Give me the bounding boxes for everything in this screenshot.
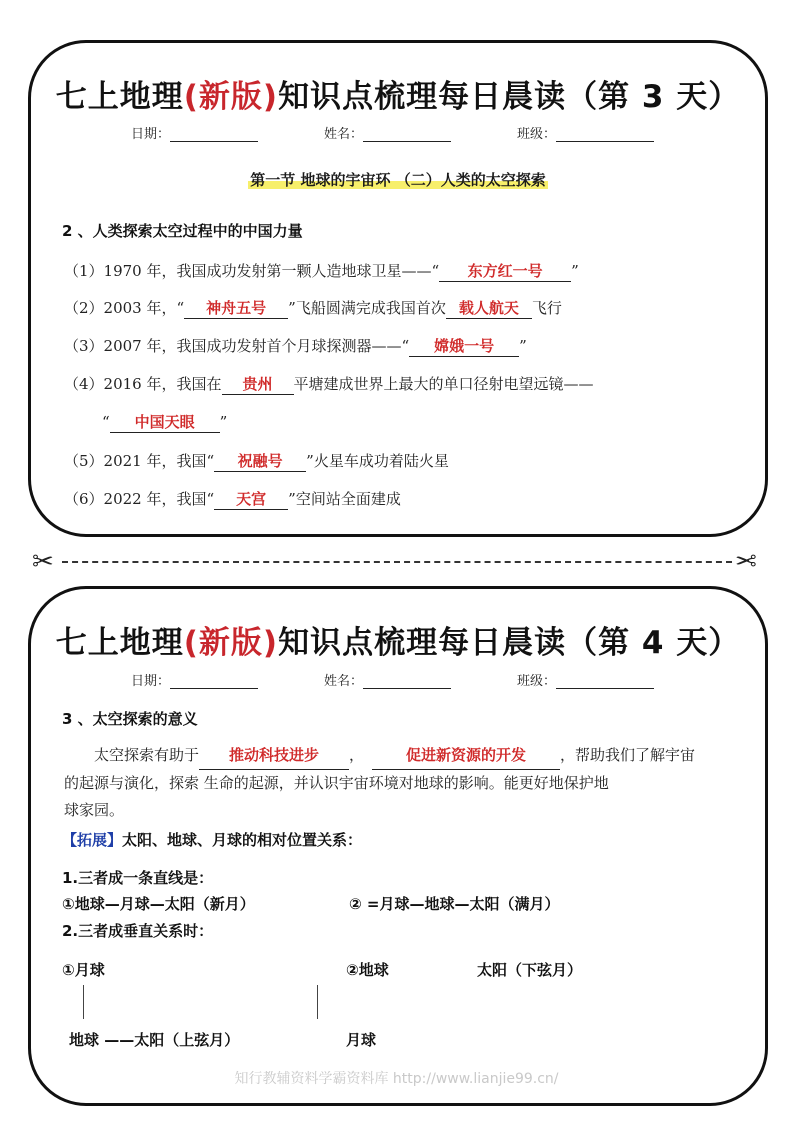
answer-blank: 中国天眼 <box>110 411 220 433</box>
day3-title-suffix: 知识点梳理每日晨读（第 3 天） <box>278 79 741 115</box>
answer-blank: 促进新资源的开发 <box>372 742 560 770</box>
line1-option-a: ①地球—月球—太阳（新月） <box>62 895 255 913</box>
paragraph-line-3: 球家园。 <box>64 801 125 819</box>
day4-title-suffix: 知识点梳理每日晨读（第 4 天） <box>278 625 741 661</box>
item-text: 飞行 <box>531 299 562 317</box>
day3-title-highlight: (新版) <box>183 79 279 115</box>
answer-blank: 载人航天 <box>446 297 532 319</box>
answer-blank: 嫦娥一号 <box>409 335 519 357</box>
line2-title: 2.三者成垂直关系时： <box>62 922 214 940</box>
item-text: 平塘建成世界上最大的单口径射电望远镜—— <box>293 375 594 393</box>
day3-title <box>31 71 765 116</box>
answer-blank: 天宫 <box>214 488 288 510</box>
day4-title <box>31 617 765 662</box>
day4-name-field <box>324 670 451 689</box>
day3-item-6 <box>64 488 401 510</box>
day4-extension <box>62 829 362 850</box>
day3-item-1 <box>64 260 579 282</box>
date-blank[interactable] <box>170 675 258 689</box>
date-blank[interactable] <box>170 128 258 142</box>
item-text: ”空间站全面建成 <box>288 490 401 508</box>
date-label: 日期： <box>131 127 171 142</box>
paragraph-line-2: 的起源与演化，探索 生命的起源，并认识宇宙环境对地球的影响。能更好地保护地 <box>64 774 609 792</box>
day4-class-field <box>517 670 654 689</box>
diagram2-left-label: ②地球 <box>346 961 389 979</box>
footer-watermark: 知行教辅资料学霸资料库 http://www.lianjie99.cn/ <box>234 1071 559 1087</box>
day4-heading: 3 、太空探索的意义 <box>62 710 198 728</box>
day3-item-4-cont <box>102 411 227 433</box>
item-text: ”火星车成功着陆火星 <box>306 452 449 470</box>
date-label: 日期： <box>131 674 171 689</box>
extension-text: 太阳、地球、月球的相对位置关系： <box>122 831 363 849</box>
paragraph-text: 太空探索有助于 <box>94 746 200 764</box>
line1-title: 1.三者成一条直线是： <box>62 869 214 887</box>
name-blank[interactable] <box>363 675 451 689</box>
class-blank[interactable] <box>556 675 654 689</box>
cut-line-divider <box>62 561 732 563</box>
item-text: ” <box>571 262 579 280</box>
item-text: （6）2022 年，我国“ <box>64 490 215 508</box>
class-label: 班级： <box>517 127 557 142</box>
day4-card <box>28 586 768 1106</box>
answer-blank: 祝融号 <box>214 450 306 472</box>
day4-date-field <box>131 670 258 689</box>
diagram1-top-label: ①月球 <box>62 961 105 979</box>
item-text: ” <box>519 337 527 355</box>
answer-blank: 推动科技进步 <box>199 742 349 770</box>
diagram2-right-label: 太阳（下弦月） <box>477 961 583 979</box>
diagram2-vertical-line <box>317 985 318 1019</box>
item-text: ”飞船圆满完成我国首次 <box>288 299 446 317</box>
name-label: 姓名： <box>324 674 364 689</box>
day3-heading: 2 、人类探索太空过程中的中国力量 <box>62 222 303 240</box>
day3-class-field <box>517 123 654 142</box>
name-blank[interactable] <box>363 128 451 142</box>
paragraph-text: ， <box>349 746 365 764</box>
paragraph-line-1 <box>64 742 754 770</box>
name-label: 姓名： <box>324 127 364 142</box>
class-label: 班级： <box>517 674 557 689</box>
day3-item-5 <box>64 450 449 472</box>
item-text: （3）2007 年，我国成功发射首个月球探测器——“ <box>64 337 410 355</box>
day3-name-field <box>324 123 451 142</box>
day3-card <box>28 40 768 537</box>
extension-tag: 【拓展】 <box>62 831 123 849</box>
scissors-left-icon: ✂ <box>32 547 54 577</box>
day3-date-field <box>131 123 258 142</box>
scissors-right-icon: ✂ <box>735 547 757 577</box>
day4-title-highlight: (新版) <box>183 625 279 661</box>
item-text: （1）1970 年，我国成功发射第一颗人造地球卫星——“ <box>64 262 440 280</box>
item-text: ” <box>219 413 228 431</box>
diagram1-bottom-label: 地球 ——太阳（上弦月） <box>69 1031 240 1049</box>
answer-blank: 神舟五号 <box>184 297 288 319</box>
diagram1-vertical-line <box>83 985 84 1019</box>
answer-blank: 东方红一号 <box>439 260 571 282</box>
item-text: “ <box>102 413 110 431</box>
paragraph-text: ，帮助我们了解宇宙 <box>560 746 696 764</box>
section-text: 第一节 地球的宇宙环 （二）人类的太空探索 <box>250 171 546 189</box>
day3-title-prefix: 七上地理 <box>55 79 184 115</box>
day3-section-title <box>31 169 765 190</box>
day4-paragraph <box>64 742 754 824</box>
day3-item-4 <box>64 373 594 395</box>
item-text: （5）2021 年，我国“ <box>64 452 215 470</box>
item-text: （4）2016 年，我国在 <box>64 375 222 393</box>
class-blank[interactable] <box>556 128 654 142</box>
diagram2-bottom-label: 月球 <box>346 1031 377 1049</box>
day3-item-3 <box>64 335 527 357</box>
answer-blank: 贵州 <box>222 373 294 395</box>
item-text: （2）2003 年，“ <box>64 299 185 317</box>
day3-item-2 <box>64 297 562 319</box>
line1-option-b: ② =月球—地球—太阳（满月） <box>349 895 560 913</box>
day4-title-prefix: 七上地理 <box>55 625 184 661</box>
